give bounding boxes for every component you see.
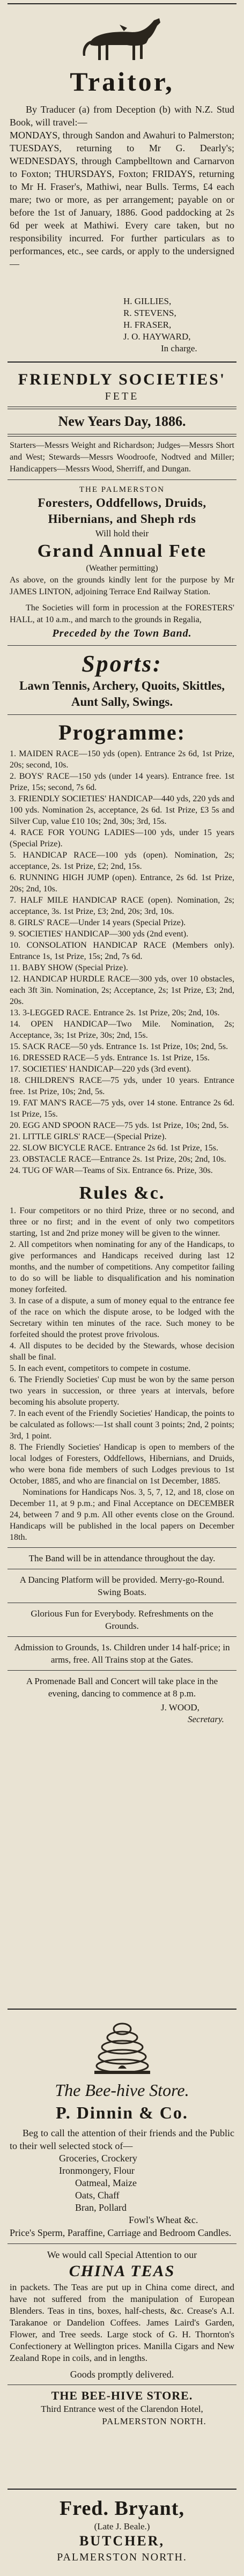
rule-item: 1. Four competitors or no third Prize, three or no second, and three or no first; and in the event of only two competitors starting, 1st and 2nd prize money will be given to the winner. [10,1206,234,1238]
rules-title: Rules &c. [79,1183,165,1203]
friendly-grand-fete: Grand Annual Fete [37,541,207,561]
programme-item: 11. BABY SHOW (Special Prize). [10,963,128,972]
beehive-china-teas: CHINA TEAS [69,2262,175,2280]
secretary-title: Secretary. [188,1714,224,1724]
bryant-late: (Late J. Beale.) [94,2521,150,2531]
friendly-fete: FETE [105,390,139,402]
friendly-the-palmerston: THE PALMERSTON [79,485,165,494]
signature-hayward: J. O. HAYWARD, [123,331,191,342]
programme-item: 17. SOCIETIES' HANDICAP—220 yds (3rd event). [10,1065,191,1074]
stock-item: Groceries, Crockery [59,2153,137,2164]
programme-item: 14. OPEN HANDICAP—Two Mile. Nomination, 2s; Acceptance, 3s; 1st Prize, 30s; 2nd, 15s. [10,1020,234,1040]
beehive-store-name: THE BEE-HIVE STORE. [51,2389,193,2402]
programme-item: 22. SLOW BICYCLE RACE. Entrance 2s 6d. 1st Prize, 15s. [10,1143,219,1153]
secretary-name: J. WOOD, [161,1702,199,1713]
programme-item: 3. FRIENDLY SOCIETIES' HANDICAP—440 yds, 220 yds and 100 yds. Nomination 2s, acceptance, 2s 6d. 1st Prize, £3 5s and Silver Cup, value £10 10s; 2nd, 30s; 3rd, 15s. [10,794,234,826]
beehive-proprietor: P. Dinnin & Co. [56,2103,188,2122]
stock-item: Fowl's Wheat &c. [129,2215,198,2225]
friendly-societies-advert [0,370,244,1725]
stock-item: Oats, Chaff [75,2190,120,2201]
friendly-intro: As above, on the grounds kindly lent for the purpose by Mr JAMES LINTON, adjoining Terrace End Railway Station. [10,575,234,596]
programme-item: 5. HANDICAP RACE—100 yds (open). Nomination, 2s; acceptance, 2s. 1st Prize, £2; 2nd, 15s. [10,851,234,871]
admission-notice: Admission to Grounds, 1s. Children under 14 half-price; in arms, free. All Trains stop at the Gates. [14,1642,230,1665]
rule-item: 3. In case of a dispute, a sum of money equal to the entrance fee of the race on which the dispute arose, to be lodged with the Secretary within ten minutes of the race. Such money to be forfeited should the protest prove frivolous. [10,1296,234,1339]
programme-item: 16. DRESSED RACE—5 yds. Entrance 1s. 1st Prize, 15s. [10,1053,210,1062]
stock-item: Ironmongery, Flour [59,2165,135,2176]
programme-item: 19. FAT MAN'S RACE—75 yds, over 14 stone. Entrance 2s 6d. 1st Prize, 15s. [10,1098,234,1119]
rule-item: Nominations for Handicaps Nos. 3, 5, 7, 12, and 18, close on December 11, at 9 p.m.; and Final Acceptance on DECEMBER 24, between 7 and 9 p.m. All other events close on the Ground. Handicaps will be published in the local papers on December 18th. [10,1488,234,1542]
programme-item: 6. RUNNING HIGH JUMP (open). Entrance, 2s 6d. 1st Prize, 20s; 2nd, 10s. [10,873,234,894]
programme-item: 10. CONSOLATION HANDICAP RACE (Members only). Entrance 1s, 1st Prize, 15s; 2nd, 7s 6d. [10,941,234,961]
rule-item: 4. All disputes to be decided by the Stewards, whose decision shall be final. [10,1341,234,1362]
programme-list [0,748,244,1176]
programme-item: 4. RACE FOR YOUNG LADIES—100 yds, under 15 years (Special Prize). [10,828,234,848]
programme-item: 24. TUG OF WAR—Teams of Six. Entrance 6s. Prize, 30s. [10,1166,213,1175]
bryant-name: Fred. Bryant, [60,2497,184,2520]
stock-item: Bran, Pollard [75,2202,127,2213]
traitor-itinerary: MONDAYS, through Sandon and Awahuri to Palmerston; TUESDAYS, returning to Mr G. Dearly's; WEDNESDAYS, through Campbelltown and Carnarvon to Foxton; THURSDAYS, Foxton; FRIDAYS, returning to Mr H. Fraser's, Mathiwi, near Bulls. Terms, £4 each mare; two or more, as per arrangement; payable on or before the 1st of January, 1886. Good paddocking at 2s 6d per week at Mathiwi. Every care taken, but no responsibility incurred. For further particulars as to performances, etc., see cards, or apply to the undersigned— [10,130,234,269]
traitor-pedigree: By Traducer (a) from Deception (b) with N.Z. Stud Book, will travel:— [10,104,234,128]
promenade-notice: A Promenade Ball and Concert will take place in the evening, dancing to commence at 8 p.m. [26,1676,218,1699]
programme-item: 12. HANDICAP HURDLE RACE—300 yds, over 10 obstacles, each 3ft 3in. Nomination, 2s; Acceptance, 2s; 1st Prize, £3; 2nd, 20s. [10,975,234,1006]
programme-item: 20. EGG AND SPOON RACE—75 yds. 1st Prize, 10s; 2nd, 5s. [10,1121,229,1130]
friendly-starters: Starters—Messrs Weight and Richardson; Judges—Messrs Short and West; Stewards—Messrs Woodroofe, Nodtved and Miller; Handicappers—Messrs Wood, Sherriff, and Dungan. [10,441,234,474]
traitor-in-charge: In charge. [161,343,197,353]
friendly-weather: (Weather permitting) [86,564,158,573]
sports-title: Sports: [82,651,162,677]
programme-item: 21. LITTLE GIRLS' RACE—(Special Prize). [10,1132,167,1141]
bryant-advert [0,2489,244,2565]
beehive-title: The Bee-hive Store. [55,2080,189,2100]
friendly-societies-names: Foresters, Oddfellows, Druids, Hibernians, and Sheph rds [38,496,206,526]
programme-item: 23. OBSTACLE RACE—Entrance 2s. 1st Prize, 20s; 2nd, 10s. [10,1155,226,1164]
beehive-teas-body: in packets. The Teas are put up in China come direct, and have not suffered from the manipulation of European Blenders. Teas in tins, boxes, half-chests, &c. Crease's A.I. Tarakanoe or Dandelion Coffees. James Laird's Garden, Flower, and Tree seeds. Large stock of G. H. Thornton's Confectionery at Wellington prices. Manilla Cigars and New Zealand Rope in coils, and in lengths. [10,2282,234,2363]
rules-list [0,1205,244,1543]
rule-item: 2. All competitors when nominating for any of the Handicaps, to give performances and Handicaps received during last 12 months, and the number of competitions. Any competitor failing to do so will be liable to disqualification and his nomination money forfeited. [10,1240,234,1294]
programme-item: 13. 3-LEGGED RACE. Entrance 2s. 1st Prize, 20s; 2nd, 10s. [10,1008,220,1017]
beehive-town: PALMERSTON NORTH. [102,2416,206,2426]
glorious-notice: Glorious Fun for Everybody. Refreshments on the Grounds. [31,1608,213,1631]
friendly-will-hold: Will hold their [95,528,149,538]
horse-illustration [68,11,175,64]
traitor-title: Traitor, [70,67,174,97]
beehive-special: We would call Special Attention to our [47,2249,197,2260]
programme-item: 8. GIRLS' RACE—Under 14 years (Special Prize). [10,918,186,927]
signature-stevens: R. STEVENS, [123,308,176,318]
beehive-illustration [0,2009,244,2076]
band-notice: The Band will be in attendance throughout the day. [28,1553,216,1563]
rule-item: 8. The Friendly Societies' Handicap is open to members of the local lodges of Foresters, Oddfellows, Hibernians, and Druids, who were bona fide members of such Lodges previous to 1st October, 1885, and who are financial on 1st December, 1885. [10,1443,234,1486]
beehive-stock-list [0,2152,244,2226]
rule-item: 7. In each event of the Friendly Societies' Handicap, the points to be calculated as follows:—1st shall count 3 points; 2nd, 2 points; 3rd, 1 point. [10,1409,234,1441]
friendly-title: FRIENDLY SOCIETIES' [18,371,226,388]
programme-title: Programme: [58,720,186,744]
beehive-address: Third Entrance west of the Clarendon Hotel, [41,2404,203,2414]
bryant-town: PALMERSTON NORTH. [57,2551,187,2563]
secretary-signature [0,1702,244,1725]
signature-gillies: H. GILLIES, [123,296,172,306]
programme-item: 15. SACK RACE—50 yds. Entrance 1s. 1st Prize, 10s; 2nd, 5s. [10,1042,228,1051]
traitor-body [0,103,244,270]
signature-fraser: H. FRASER, [123,320,172,330]
traitor-signatures [0,296,197,355]
sports-list: Lawn Tennis, Archery, Quoits, Skittles, Aunt Sally, Swings. [19,679,225,708]
dancing-notice: A Dancing Platform will be provided. Merry-go-Round. Swing Boats. [19,1575,225,1597]
friendly-preceded: Preceded by the Town Band. [52,628,192,639]
programme-item: 18. CHILDREN'S RACE—75 yds, under 10 years. Entrance free. 1st Prize, 10s; 2nd, 5s. [10,1076,234,1096]
friendly-date: New Years Day, 1886. [58,414,186,429]
beehive-goods: Goods promptly delivered. [70,2369,174,2380]
beehive-stock-tail: Price's Sperm, Paraffine, Carriage and Bedroom Candles. [10,2227,232,2238]
stock-item: Oatmeal, Maize [75,2178,137,2188]
rule-item: 5. In each event, competitors to compete in costume. [10,1364,191,1373]
programme-item: 1. MAIDEN RACE—150 yds (open). Entrance 2s 6d, 1st Prize, 20s; second, 10s. [10,749,234,770]
friendly-procession: The Societies will form in procession at the FORESTERS' HALL, at 10 a.m., and march to the grounds in Regalia, [10,603,234,624]
programme-item: 9. SOCIETIES' HANDICAP—300 yds (2nd event). [10,929,189,939]
programme-item: 7. HALF MILE HANDICAP RACE (open). Nomination, 2s; acceptance, 3s. 1st Prize, £3; 2nd, 20s; 3rd, 10s. [10,896,234,916]
beehive-advert [0,2009,244,2428]
beehive-intro: Beg to call the attention of their friends and the Public to their well selected stock of— [10,2128,234,2151]
bryant-trade: BUTCHER, [79,2533,165,2549]
rule-item: 6. The Friendly Societies' Cup must be won by the same person two years in succession, or three years at intervals, before becoming his absolute property. [10,1375,234,1407]
programme-item: 2. BOYS' RACE—150 yds (under 14 years). Entrance free. 1st Prize, 15s; second, 7s 6d. [10,772,234,792]
